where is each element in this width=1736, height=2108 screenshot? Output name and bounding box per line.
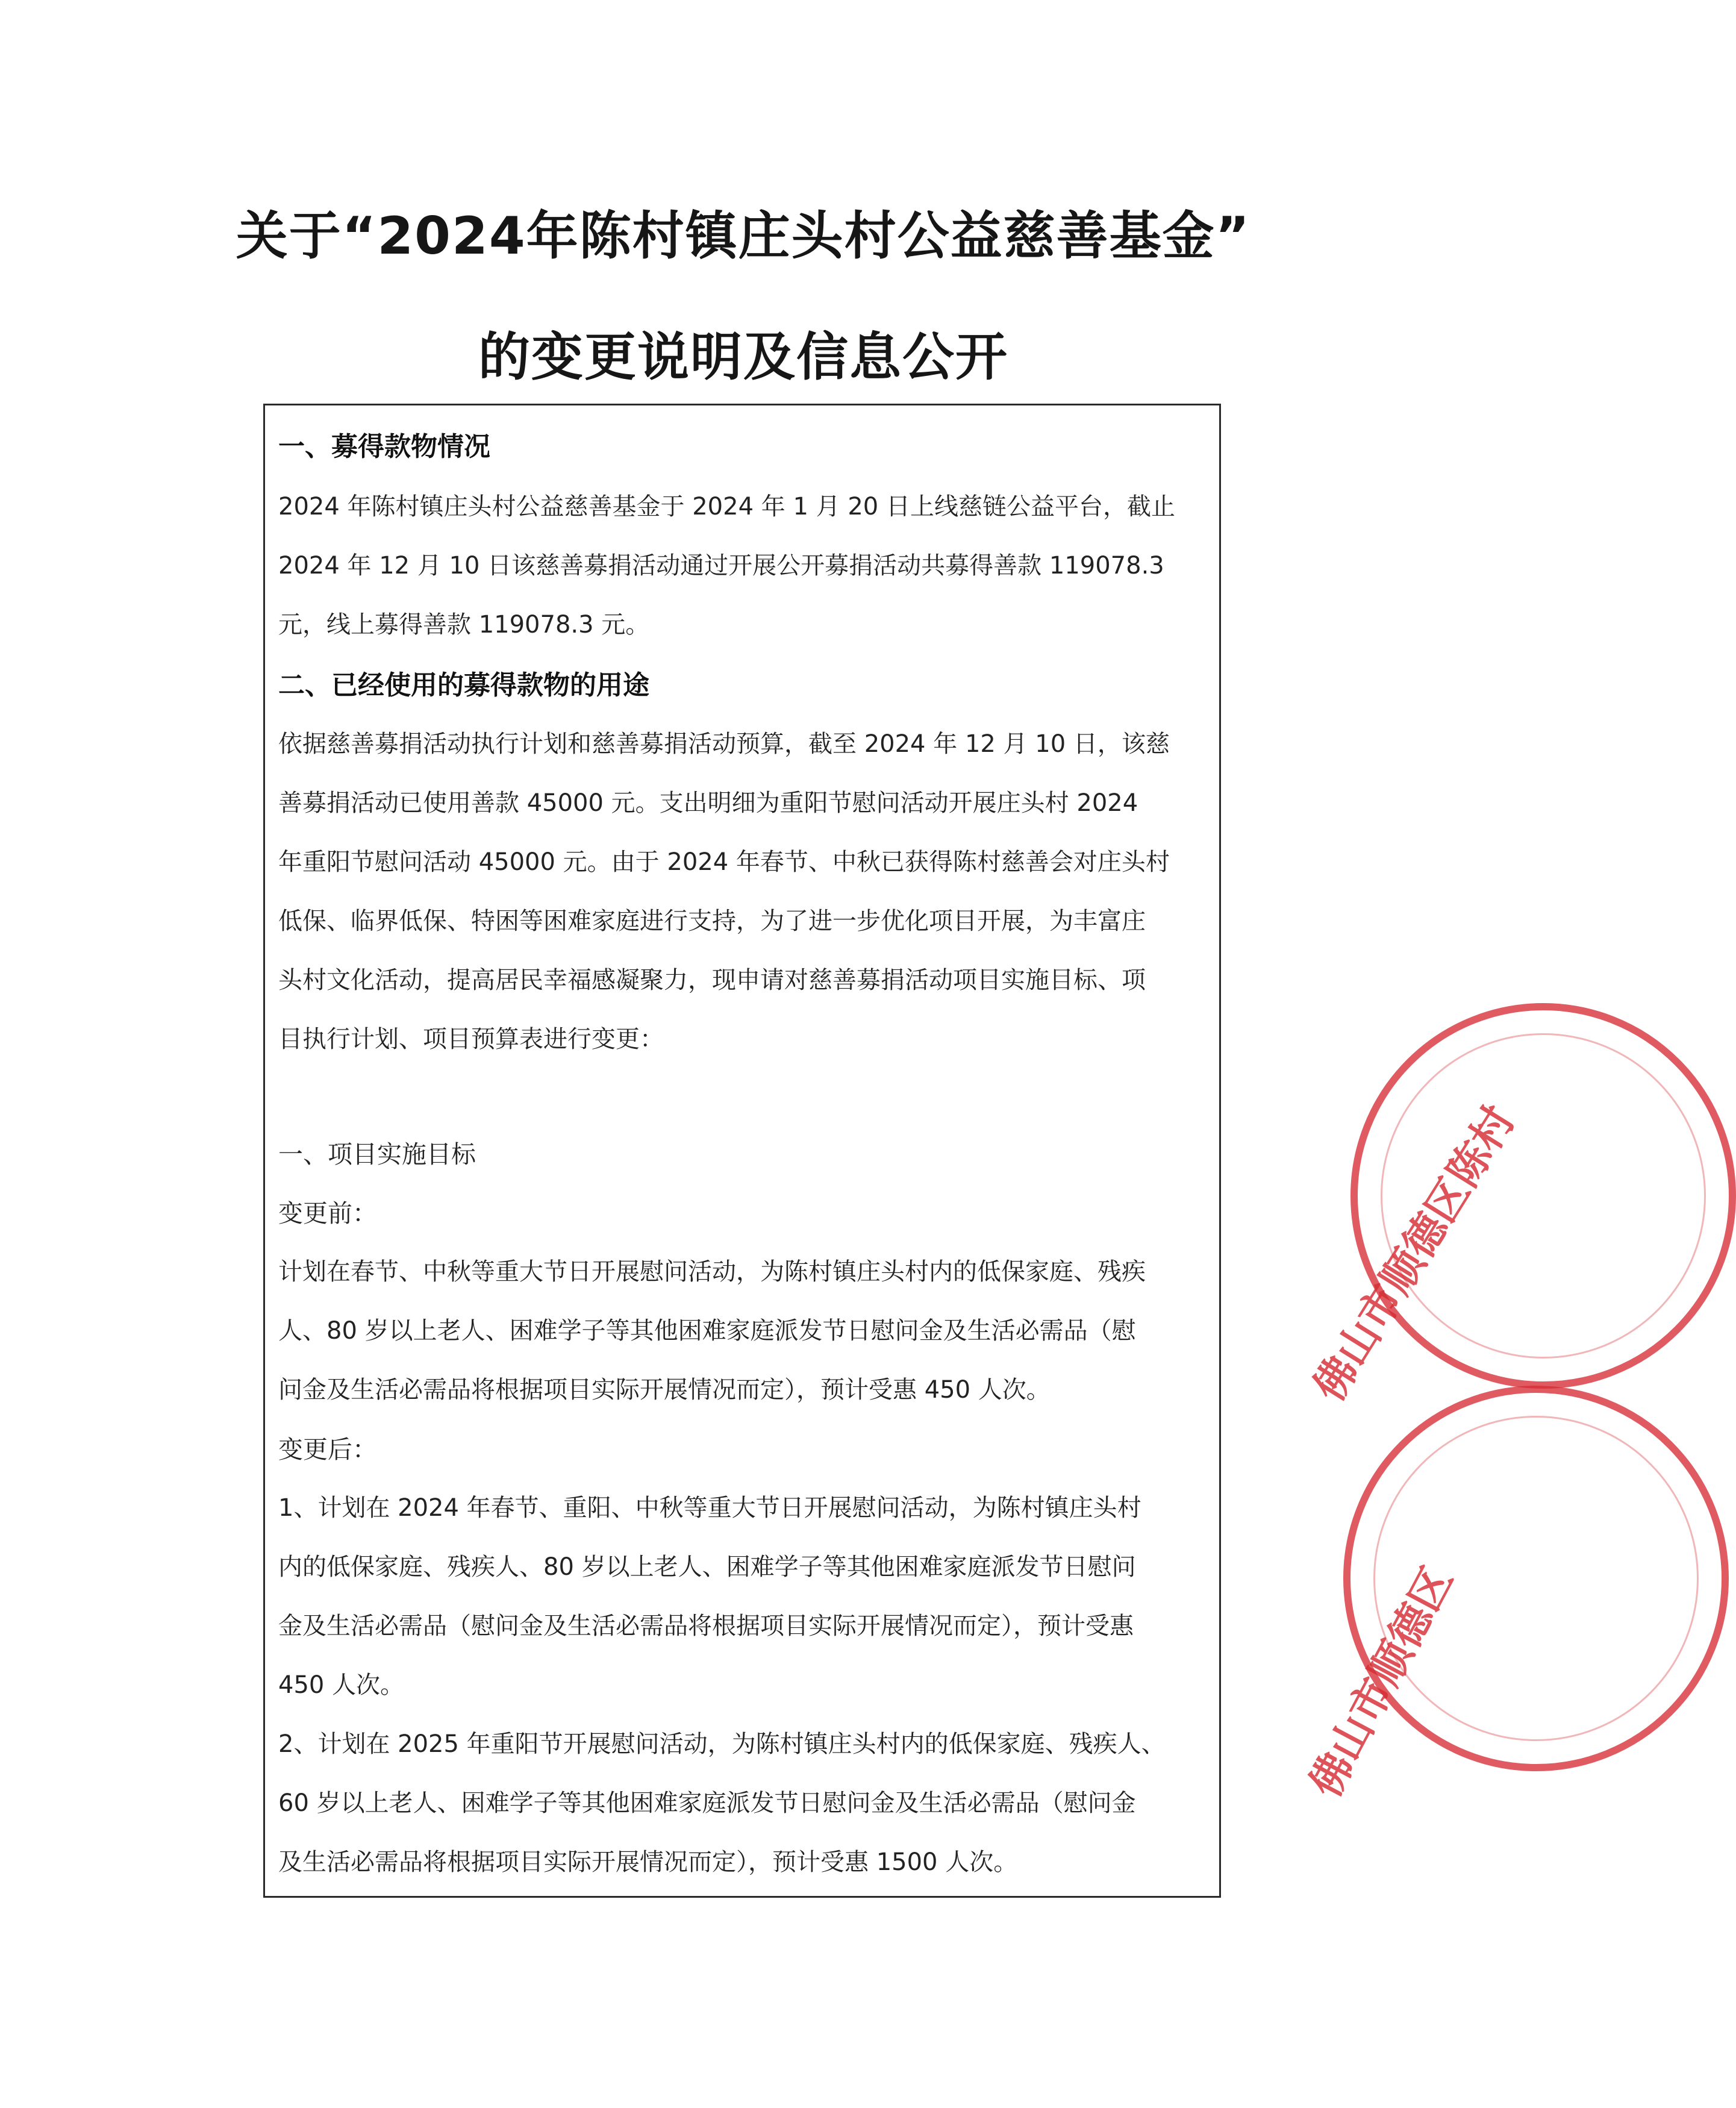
document-title-line2: 的变更说明及信息公开 — [478, 327, 1008, 387]
paragraph-line: 2024 年 12 月 10 日该慈善募捐活动通过开展公开募捐活动共募得善款 119078.3 — [278, 552, 1164, 580]
seal-text: 佛山市顺德区 — [1300, 1558, 1463, 1806]
paragraph-line: 头村文化活动，提高居民幸福感凝聚力，现申请对慈善募捐活动项目实施目标、项 — [278, 966, 1146, 994]
document-title-line1: 关于“2024年陈村镇庄头村公益慈善基金” — [236, 206, 1251, 266]
content-frame — [263, 404, 1221, 1898]
after-change-label: 变更后： — [278, 1435, 377, 1464]
paragraph-line: 内的低保家庭、残疾人、80 岁以上老人、困难学子等其他困难家庭派发节日慰问 — [278, 1553, 1136, 1581]
paragraph-line: 2024 年陈村镇庄头村公益慈善基金于 2024 年 1 月 20 日上线慈链公益平台，截止 — [278, 493, 1175, 521]
paragraph-line: 金及生活必需品（慰问金及生活必需品将根据项目实际开展情况而定），预计受惠 — [278, 1612, 1134, 1640]
paragraph-line: 善募捐活动已使用善款 45000 元。支出明细为重阳节慰问活动开展庄头村 2024 — [278, 789, 1138, 817]
seal-text: 佛山市顺德区陈村 — [1304, 1097, 1525, 1410]
paragraph-line: 目执行计划、项目预算表进行变更： — [278, 1025, 664, 1053]
paragraph-line: 及生活必需品将根据项目实际开展情况而定），预计受惠 1500 人次。 — [278, 1848, 1018, 1876]
paragraph-line: 元，线上募得善款 119078.3 元。 — [278, 611, 650, 639]
paragraph-line: 人、80 岁以上老人、困难学子等其他困难家庭派发节日慰问金及生活必需品（慰 — [278, 1317, 1136, 1345]
official-seal-stamp — [1300, 1386, 1729, 1806]
paragraph-line: 问金及生活必需品将根据项目实际开展情况而定），预计受惠 450 人次。 — [278, 1376, 1051, 1404]
paragraph-line: 低保、临界低保、特困等困难家庭进行支持，为了进一步优化项目开展，为丰富庄 — [278, 907, 1146, 935]
paragraph-line: 60 岁以上老人、困难学子等其他困难家庭派发节日慰问金及生活必需品（慰问金 — [278, 1789, 1136, 1817]
paragraph-line: 2、计划在 2025 年重阳节开展慰问活动，为陈村镇庄头村内的低保家庭、残疾人、 — [278, 1730, 1166, 1758]
paragraph-line: 1、计划在 2024 年春节、重阳、中秋等重大节日开展慰问活动，为陈村镇庄头村 — [278, 1494, 1141, 1522]
before-change-label: 变更前： — [278, 1199, 377, 1228]
official-seal-stamp — [1304, 1003, 1736, 1410]
section-heading-usage: 二、已经使用的募得款物的用途 — [278, 670, 649, 701]
paragraph-line: 依据慈善募捐活动执行计划和慈善募捐活动预算，截至 2024 年 12 月 10 日，该慈 — [278, 730, 1170, 758]
section-heading-goals: 一、项目实施目标 — [278, 1140, 476, 1169]
section-heading-funds: 一、募得款物情况 — [278, 431, 490, 462]
paragraph-line: 年重阳节慰问活动 45000 元。由于 2024 年春节、中秋已获得陈村慈善会对庄头村 — [278, 848, 1170, 876]
paragraph-line: 计划在春节、中秋等重大节日开展慰问活动，为陈村镇庄头村内的低保家庭、残疾 — [278, 1258, 1146, 1286]
paragraph-line: 450 人次。 — [278, 1671, 405, 1699]
